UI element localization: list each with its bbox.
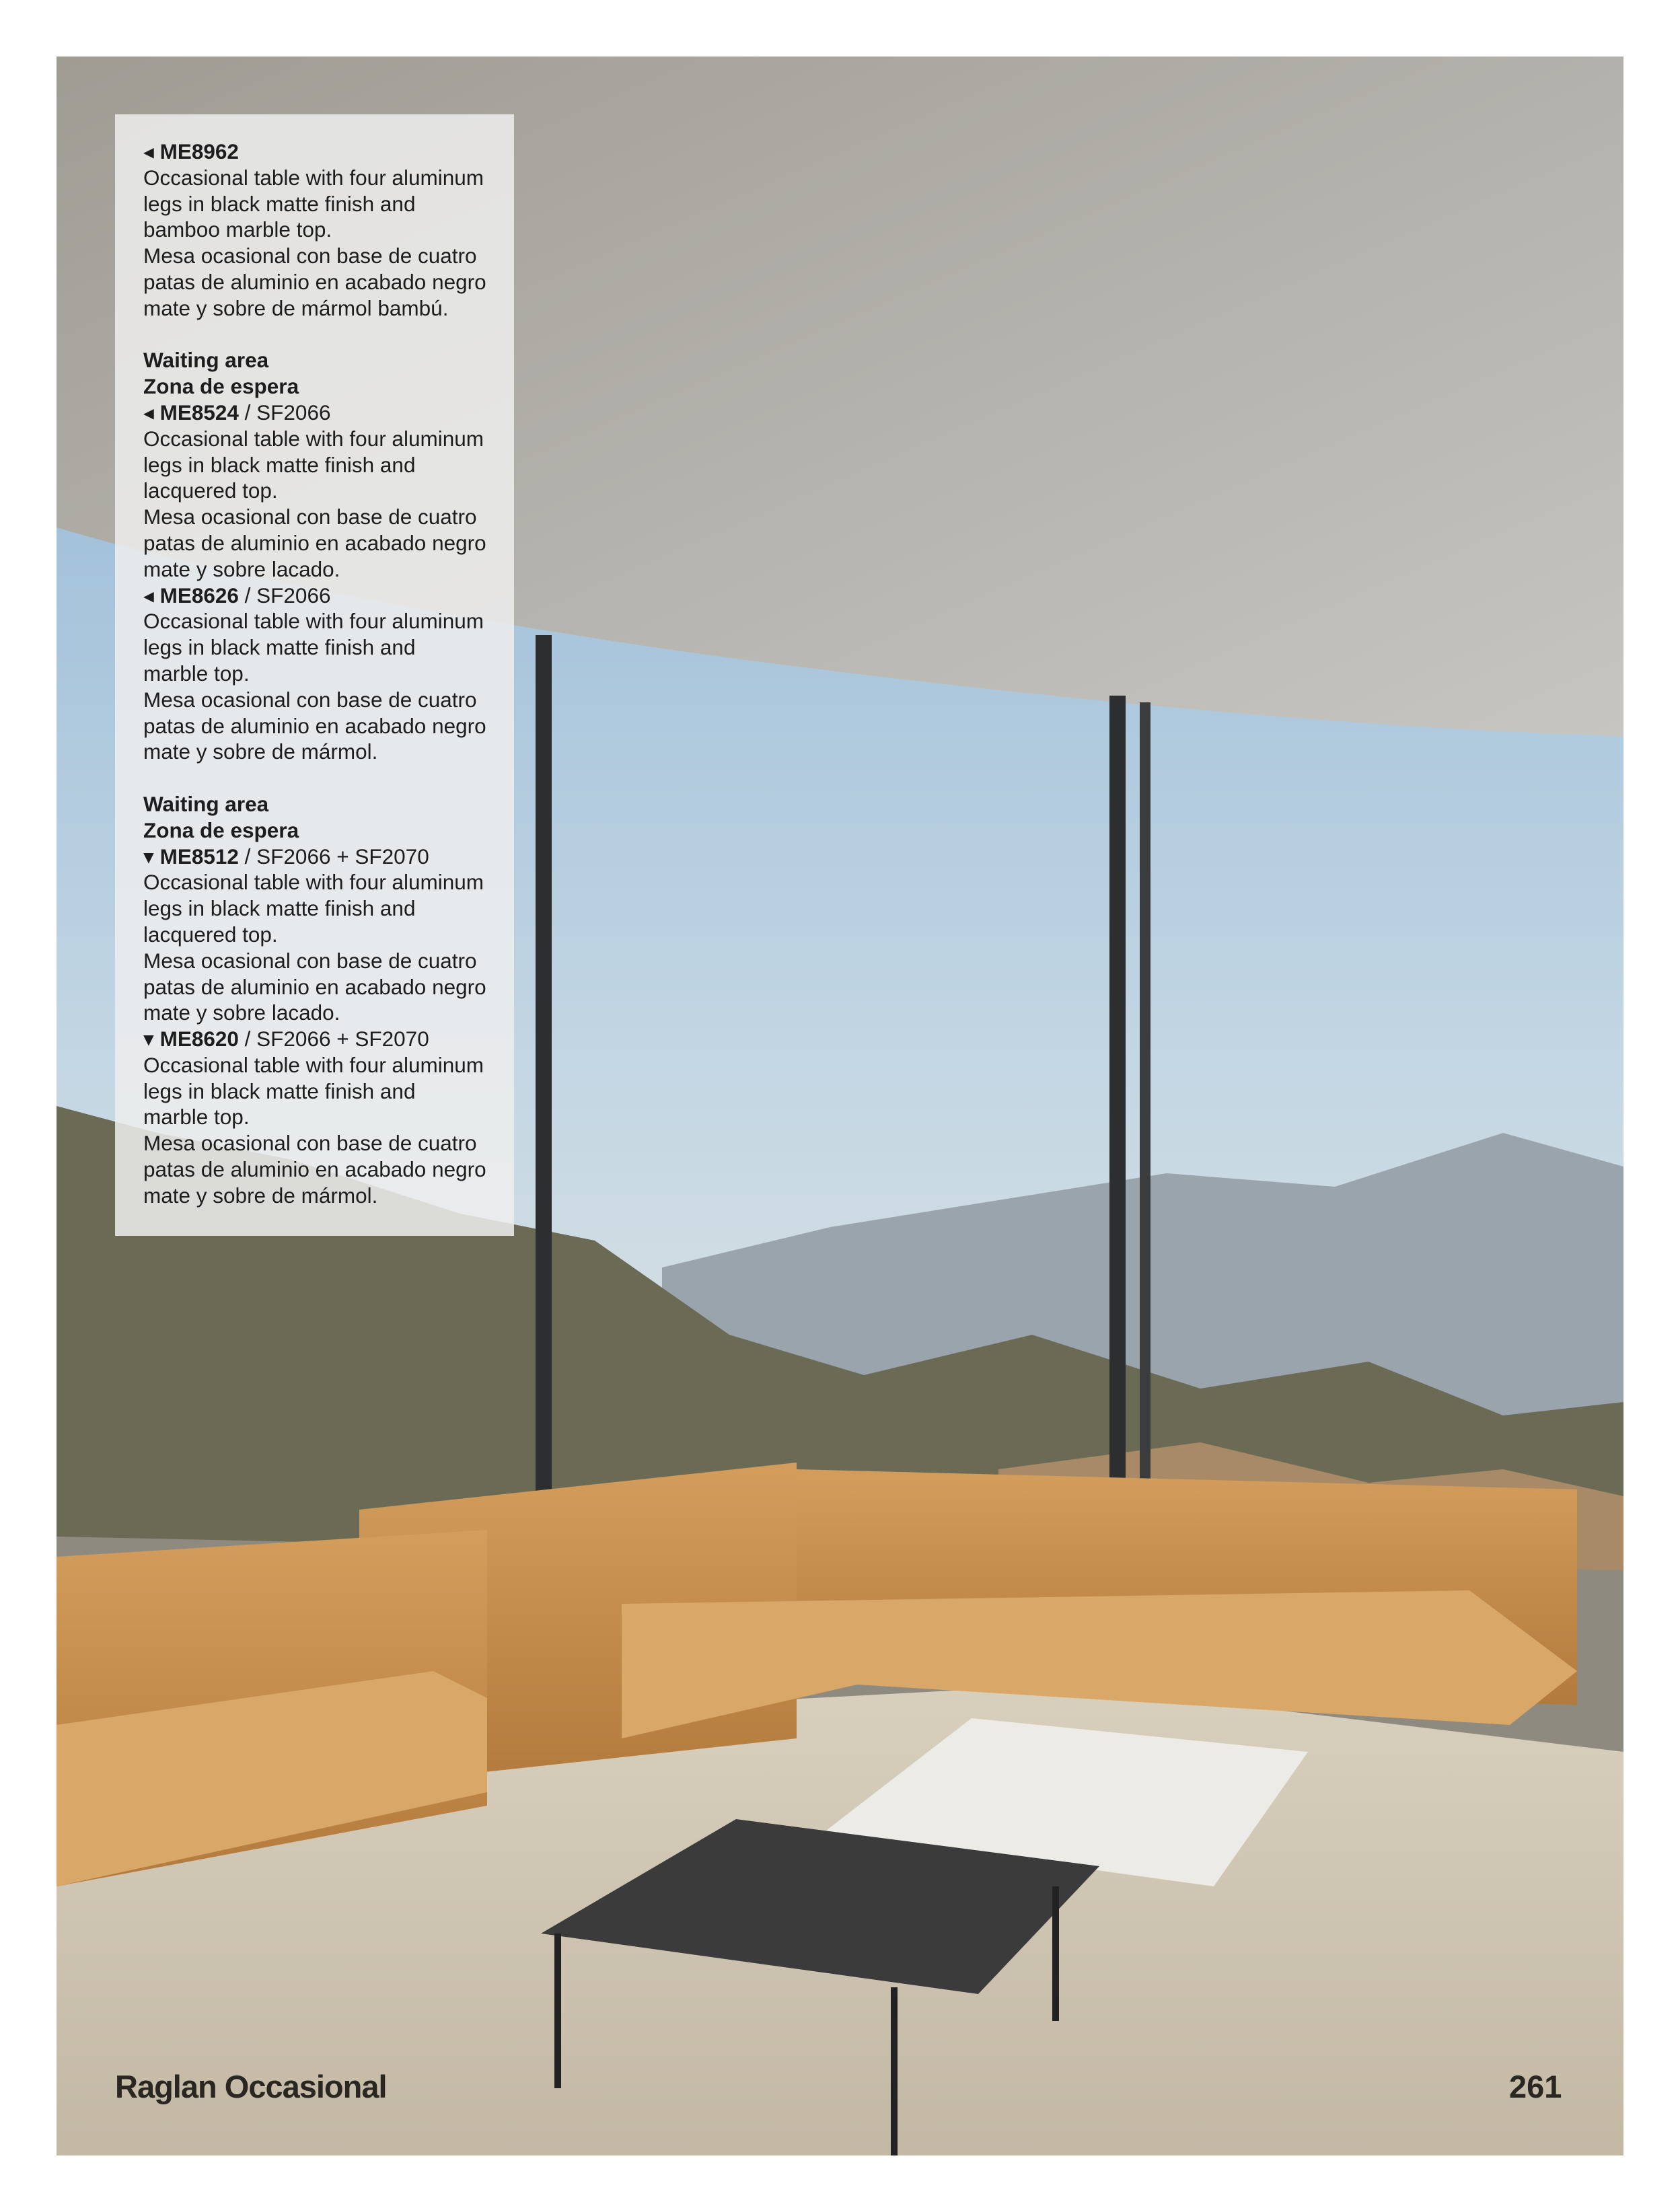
product-code: ME8626 (159, 583, 239, 607)
product-code-line (143, 583, 514, 609)
description-es-line: Mesa ocasional con base de cuatro (143, 1131, 477, 1156)
page-number: 261 (1509, 2069, 1562, 2104)
description-en-line: marble top. (143, 1105, 250, 1130)
description-es-line: mate y sobre de mármol bambú. (143, 295, 449, 320)
product-info-panel (115, 114, 514, 1236)
product-code-line (143, 139, 514, 165)
description-es-line: mate y sobre lacado. (143, 1000, 340, 1025)
description-es-line: patas de aluminio en acabado negro (143, 713, 486, 738)
description-es-line: patas de aluminio en acabado negro (143, 269, 486, 294)
description-en-line: legs in black matte finish and (143, 896, 416, 921)
left-arrow-icon: ◂ (143, 139, 154, 163)
window-mullion (536, 635, 552, 1631)
product-suffix: / SF2066 + SF2070 (238, 1027, 429, 1052)
section-heading-es: Zona de espera (143, 817, 299, 842)
section-heading-en: Waiting area (143, 791, 269, 816)
table-leg (891, 1987, 898, 2155)
description-en-line: lacquered top. (143, 922, 278, 947)
product-suffix: / SF2066 (238, 400, 331, 425)
description-en-line: Occasional table with four aluminum (143, 870, 484, 895)
description-es-line: mate y sobre de mármol. (143, 1183, 378, 1208)
description-es-line: Mesa ocasional con base de cuatro (143, 948, 477, 973)
description-en-line: Occasional table with four aluminum (143, 165, 484, 190)
product-code: ME8524 (159, 400, 239, 425)
description-es-line: Mesa ocasional con base de cuatro (143, 687, 477, 712)
description-en-line: lacquered top. (143, 478, 278, 503)
left-arrow-icon: ◂ (143, 400, 154, 425)
table-leg (1052, 1886, 1059, 2021)
section-waiting-area-1 (143, 347, 514, 765)
product-suffix: / SF2066 (238, 583, 331, 607)
section-heading-es: Zona de espera (143, 374, 299, 399)
collection-title: Raglan Occasional (115, 2069, 387, 2104)
down-arrow-icon: ▾ (143, 844, 154, 869)
product-code: ME8962 (159, 139, 239, 163)
description-en-line: legs in black matte finish and (143, 635, 416, 660)
product-code-line (143, 1026, 514, 1052)
table-leg (554, 1933, 561, 2088)
left-arrow-icon: ◂ (143, 583, 154, 607)
description-en-line: marble top. (143, 661, 250, 686)
description-en-line: legs in black matte finish and (143, 1078, 416, 1103)
description-en-line: Occasional table with four aluminum (143, 609, 484, 634)
section-heading-en: Waiting area (143, 348, 269, 373)
description-es-line: patas de aluminio en acabado negro (143, 974, 486, 999)
product-code-line (143, 844, 514, 870)
description-en-line: legs in black matte finish and (143, 191, 416, 216)
description-es-line: mate y sobre lacado. (143, 556, 340, 581)
down-arrow-icon: ▾ (143, 1027, 154, 1052)
description-es-line: Mesa ocasional con base de cuatro (143, 244, 477, 268)
description-es-line: patas de aluminio en acabado negro (143, 1157, 486, 1182)
description-en-line: Occasional table with four aluminum (143, 426, 484, 451)
description-en-line: Occasional table with four aluminum (143, 1052, 484, 1077)
description-es-line: Mesa ocasional con base de cuatro (143, 505, 477, 529)
description-en-line: bamboo marble top. (143, 217, 332, 242)
product-block-me8962 (143, 139, 514, 322)
product-suffix: / SF2066 + SF2070 (238, 844, 429, 869)
description-es-line: patas de aluminio en acabado negro (143, 530, 486, 555)
description-en-line: legs in black matte finish and (143, 452, 416, 477)
section-waiting-area-2 (143, 791, 514, 1209)
product-code-line (143, 400, 514, 426)
product-code: ME8620 (159, 1027, 239, 1052)
description-es-line: mate y sobre de mármol. (143, 739, 378, 764)
product-code: ME8512 (159, 844, 239, 869)
